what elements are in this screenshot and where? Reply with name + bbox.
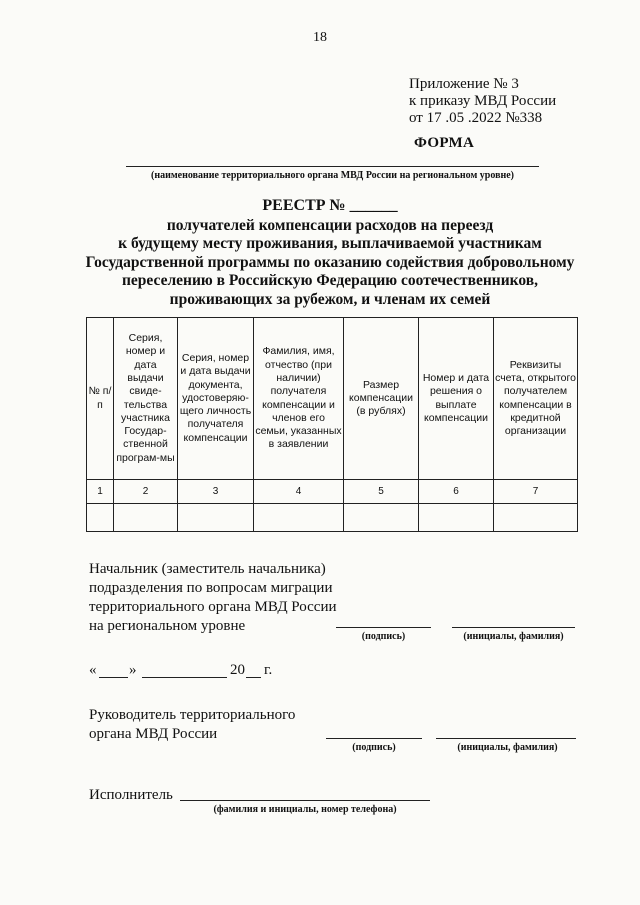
table-header-row bbox=[87, 318, 578, 480]
title-line-4: переселению в Российскую Федерацию соотечественников, bbox=[122, 272, 538, 289]
table-cell bbox=[419, 504, 494, 532]
signature-2-caption: (подпись) bbox=[352, 742, 396, 753]
appendix-line-2: к приказу МВД России bbox=[409, 93, 557, 109]
date-day-line bbox=[99, 677, 128, 678]
title-line-3: Государственной программы по оказанию содействия добровольному bbox=[85, 253, 575, 271]
signatory-2-line: органа МВД России bbox=[89, 726, 218, 742]
title-line-2: к будущему месту проживания, выплачиваемой участникам bbox=[118, 235, 542, 252]
registry-heading: РЕЕСТР № ______ bbox=[262, 197, 398, 214]
form-label: ФОРМА bbox=[414, 135, 475, 151]
appendix-line-1: Приложение № 3 bbox=[409, 76, 519, 92]
column-number: 4 bbox=[254, 480, 344, 504]
registry-table bbox=[86, 317, 578, 532]
date-close-quote: » bbox=[129, 662, 137, 678]
name-1-caption: (инициалы, фамилия) bbox=[463, 631, 564, 642]
executor-line bbox=[180, 800, 430, 801]
column-number: 6 bbox=[419, 480, 494, 504]
title-line-1: получателей компенсации расходов на переезд bbox=[166, 216, 494, 234]
executor-caption: (фамилия и инициалы, номер телефона) bbox=[213, 804, 397, 815]
table-cell bbox=[494, 504, 578, 532]
header-cell: № п/п bbox=[87, 318, 114, 480]
signatory-1-line: территориального органа МВД России bbox=[89, 599, 337, 615]
column-number: 7 bbox=[494, 480, 578, 504]
executor-label: Исполнитель bbox=[89, 787, 173, 803]
column-number: 3 bbox=[178, 480, 254, 504]
signatory-2-line: Руководитель территориального bbox=[89, 707, 296, 723]
org-name-caption: (наименование территориального органа МВД России на региональном уровне) bbox=[150, 170, 515, 181]
table-cell bbox=[254, 504, 344, 532]
signatory-1-line: подразделения по вопросам миграции bbox=[89, 580, 333, 596]
signature-2-line bbox=[326, 738, 422, 739]
table-row bbox=[87, 504, 578, 532]
header-cell: Серия, номер и дата выдачи документа, удостоверяю-щего личность получателя компенсации bbox=[178, 318, 254, 480]
signatory-1-line: Начальник (заместитель начальника) bbox=[89, 561, 326, 577]
date-open-quote: « bbox=[89, 662, 97, 678]
header-cell: Номер и дата решения о выплате компенсации bbox=[419, 318, 494, 480]
org-name-line bbox=[126, 166, 539, 167]
signatory-1-line: на региональном уровне bbox=[89, 618, 246, 634]
header-cell: Размер компенсации (в рублях) bbox=[344, 318, 419, 480]
header-cell: Фамилия, имя, отчество (при наличии) получателя компенсации и членов его семьи, указанных в заявлении bbox=[254, 318, 344, 480]
name-2-line bbox=[436, 738, 576, 739]
title-line-5: проживающих за рубежом, и членам их семей bbox=[169, 290, 491, 308]
column-number-row bbox=[87, 480, 578, 504]
name-2-caption: (инициалы, фамилия) bbox=[457, 742, 558, 753]
table-cell bbox=[178, 504, 254, 532]
name-1-line bbox=[452, 627, 575, 628]
document-title bbox=[70, 197, 590, 309]
column-number: 5 bbox=[344, 480, 419, 504]
signature-1-line bbox=[336, 627, 431, 628]
appendix-header bbox=[409, 76, 556, 127]
column-number: 2 bbox=[114, 480, 178, 504]
table-cell bbox=[344, 504, 419, 532]
date-month-line bbox=[142, 677, 227, 678]
appendix-line-3: от 17 .05 .2022 №338 bbox=[409, 110, 543, 126]
date-year-suffix: г. bbox=[264, 662, 273, 678]
table-cell bbox=[87, 504, 114, 532]
column-number: 1 bbox=[87, 480, 114, 504]
signature-1-caption: (подпись) bbox=[361, 631, 406, 642]
signatory-2-title bbox=[89, 706, 295, 744]
date-year-line bbox=[246, 677, 261, 678]
header-cell: Серия, номер и дата выдачи свиде-тельства участника Государ-ственной програм-мы bbox=[114, 318, 178, 480]
page-number: 18 bbox=[313, 30, 327, 45]
signatory-1-title bbox=[89, 560, 337, 636]
date-year-prefix: 20 bbox=[230, 662, 245, 678]
table-cell bbox=[114, 504, 178, 532]
header-cell: Реквизиты счета, открытого получателем компенсации в кредитной организации bbox=[494, 318, 578, 480]
